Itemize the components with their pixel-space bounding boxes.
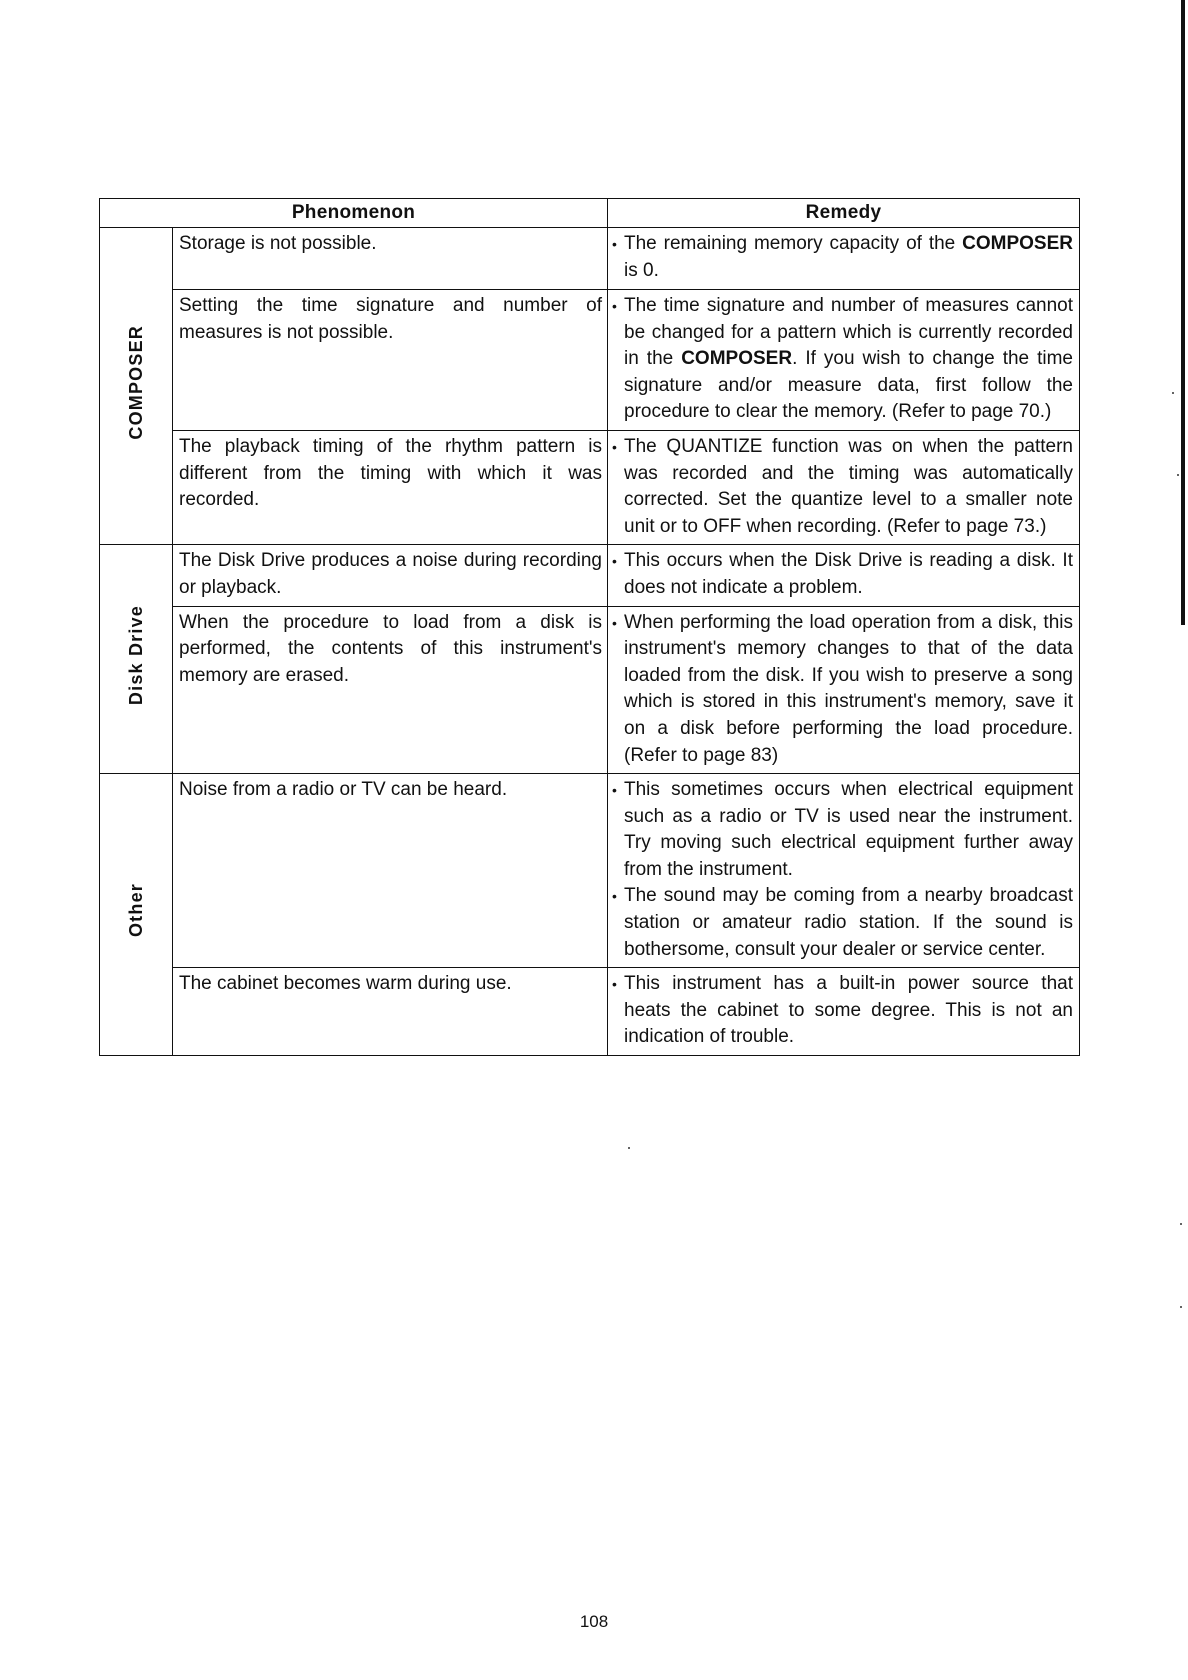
- remedy-cell: [608, 430, 1080, 544]
- category-label: COMPOSER: [125, 324, 146, 440]
- scan-speck: [1172, 392, 1174, 394]
- table-row: [100, 968, 1080, 1056]
- remedy-bullet: • This instrument has a built-in power source that heats the cabinet to some degree. This is not an indication of trouble.: [624, 971, 1073, 1051]
- page-number: 108: [579, 1612, 609, 1631]
- table-row: [100, 290, 1080, 431]
- remedy-bullet: • The QUANTIZE function was on when the pattern was recorded and the timing was automatically corrected. Set the quantize level to a smaller note unit or to OFF when recording. (Refer to page 73.): [624, 434, 1073, 540]
- phenomenon-cell: Setting the time signature and number of measures is not possible.: [173, 290, 608, 431]
- remedy-bullet: • This occurs when the Disk Drive is reading a disk. It does not indicate a problem.: [624, 548, 1073, 601]
- phenomenon-cell: The playback timing of the rhythm pattern is different from the timing with which it was recorded.: [173, 430, 608, 544]
- remedy-cell: [608, 228, 1080, 290]
- category-cell-other: [100, 774, 173, 1056]
- category-label: Other: [125, 883, 146, 938]
- remedy-cell: [608, 290, 1080, 431]
- scan-speck: [628, 1147, 630, 1149]
- category-cell-composer: [100, 228, 173, 545]
- remedy-bullet: • The remaining memory capacity of the COMPOSER is 0.: [624, 231, 1073, 284]
- scan-speck: [1180, 1306, 1182, 1308]
- table-row: [100, 430, 1080, 544]
- category-cell-disk-drive: [100, 545, 173, 774]
- phenomenon-cell: The Disk Drive produces a noise during recording or playback.: [173, 545, 608, 606]
- scan-speck: [1180, 1223, 1182, 1225]
- remedy-cell: [608, 968, 1080, 1056]
- scan-edge-bar: [1181, 0, 1185, 625]
- remedy-header: Remedy: [608, 199, 1080, 228]
- remedy-cell: [608, 774, 1080, 968]
- phenomenon-cell: When the procedure to load from a disk is performed, the contents of this instrument's memory are erased.: [173, 606, 608, 774]
- remedy-bullet: • The sound may be coming from a nearby broadcast station or amateur radio station. If the sound is bothersome, consult your dealer or service center.: [624, 883, 1073, 963]
- table-header-row: [100, 199, 1080, 228]
- phenomenon-cell: Noise from a radio or TV can be heard.: [173, 774, 608, 968]
- remedy-cell: [608, 545, 1080, 606]
- category-label: Disk Drive: [125, 604, 146, 705]
- phenomenon-header: Phenomenon: [100, 199, 608, 228]
- table-row: [100, 228, 1080, 290]
- phenomenon-cell: Storage is not possible.: [173, 228, 608, 290]
- troubleshooting-table: [99, 198, 1080, 1056]
- remedy-bullet: • The time signature and number of measures cannot be changed for a pattern which is currently recorded in the COMPOSER. If you wish to change the time signature and/or measure data, first follow the procedure to clear the memory. (Refer to page 70.): [624, 293, 1073, 426]
- table-row: [100, 774, 1080, 968]
- table-row: [100, 545, 1080, 606]
- table-row: [100, 606, 1080, 774]
- remedy-bullet: • When performing the load operation from a disk, this instrument's memory changes to that of the data loaded from the disk. If you wish to preserve a song which is stored in this instrument's memory, save it on a disk before performing the load procedure. (Refer to page 83): [624, 610, 1073, 770]
- scan-speck: [1177, 474, 1179, 476]
- remedy-bullet: • This sometimes occurs when electrical equipment such as a radio or TV is used near the instrument. Try moving such electrical equipment further away from the instrument.: [624, 777, 1073, 883]
- phenomenon-cell: The cabinet becomes warm during use.: [173, 968, 608, 1056]
- remedy-cell: [608, 606, 1080, 774]
